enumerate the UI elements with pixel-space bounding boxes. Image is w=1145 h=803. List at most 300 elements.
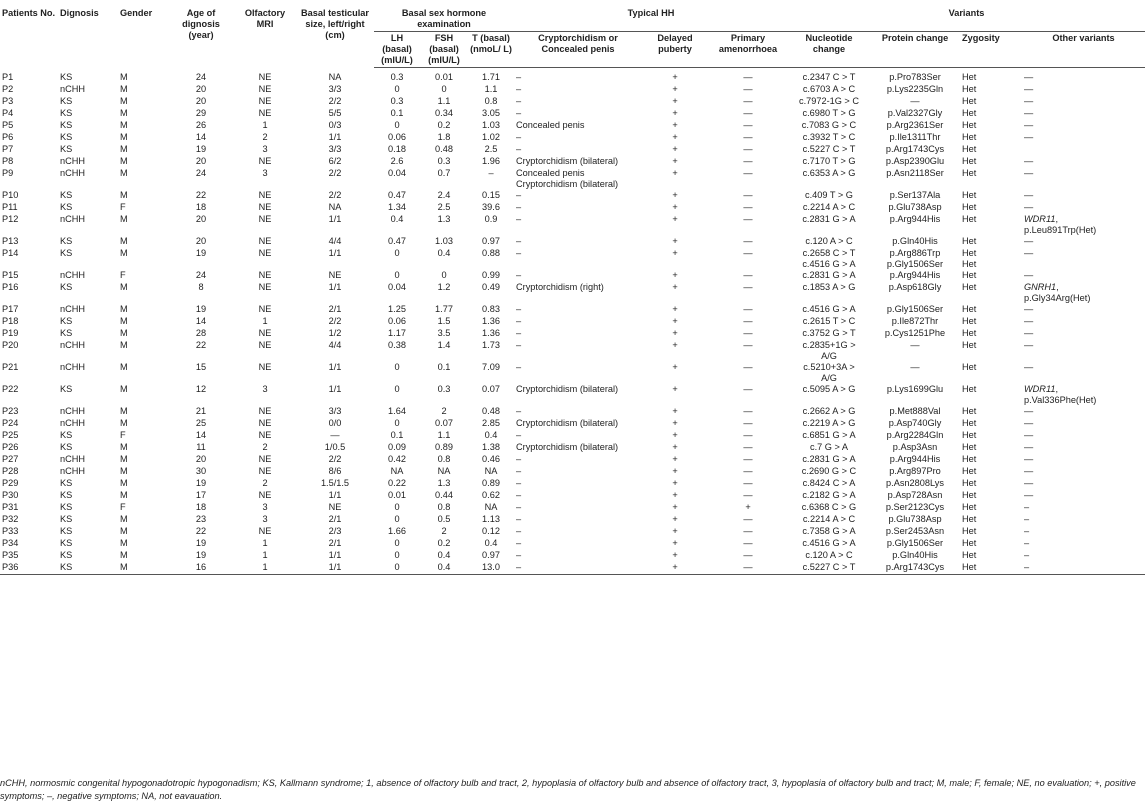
cell-patient-id <box>0 514 58 526</box>
cell-other-variants <box>1022 550 1145 562</box>
cell-nucleotide-change-text: c.409 T > G <box>805 190 853 200</box>
cell-cryptorchidism-text: – <box>516 362 522 372</box>
cell-protein-change-text: p.Glu738Asp <box>888 202 942 212</box>
cell-age-text: 16 <box>195 562 207 572</box>
cell-zygosity <box>960 384 1022 406</box>
cell-patient-id-text: P16 <box>2 282 19 292</box>
cell-t-value <box>468 68 514 85</box>
cell-gender <box>118 514 168 526</box>
gene-name: WDR11 <box>1024 384 1056 394</box>
cell-gender-text: M <box>120 96 128 106</box>
cell-protein-change-text: p.Ser2123Cys <box>885 502 945 512</box>
cell-patient-id-text: P14 <box>2 248 19 258</box>
cell-t-value <box>468 384 514 406</box>
cell-protein-change <box>870 190 960 202</box>
cell-cryptorchidism <box>514 108 642 120</box>
cell-diagnosis <box>58 168 118 190</box>
cell-protein-change <box>870 108 960 120</box>
cell-lh-value-text: 0.06 <box>388 316 406 326</box>
cell-patient-id <box>0 526 58 538</box>
table-row <box>0 108 1145 120</box>
cell-zygosity-text: Het <box>962 248 977 258</box>
cell-primary-amenorrhoea-text: — <box>743 430 753 440</box>
separator: , <box>1056 282 1059 292</box>
cell-protein-change <box>870 328 960 340</box>
cell-cryptorchidism-text: – <box>516 72 522 82</box>
cell-patient-id-text: P17 <box>2 304 19 314</box>
cell-lh-value-text: 0 <box>394 120 400 130</box>
cell-fsh-value <box>420 248 468 270</box>
cell-diagnosis <box>58 68 118 85</box>
cell-t-value <box>468 502 514 514</box>
cell-fsh-value-text: 1.4 <box>437 340 451 350</box>
cell-fsh-value-text: 2 <box>441 526 447 536</box>
cell-t-value-text: 0.48 <box>482 406 500 416</box>
cell-nucleotide-change-text: c.3932 T > C <box>802 132 856 142</box>
cell-t-value <box>468 362 514 384</box>
cell-cryptorchidism <box>514 340 642 362</box>
cell-patient-id <box>0 466 58 478</box>
cell-nucleotide-change-text: c.2831 G > A <box>802 454 856 464</box>
cell-protein-change <box>870 132 960 144</box>
cell-age <box>168 418 234 430</box>
cell-cryptorchidism-line2: Cryptorchidism (bilateral) <box>516 179 619 189</box>
cell-cryptorchidism-text: – <box>516 96 522 106</box>
cell-age-text: 20 <box>195 96 207 106</box>
cell-zygosity <box>960 214 1022 236</box>
cell-olfactory-mri <box>234 490 296 502</box>
cell-lh-value-text: 0.04 <box>388 168 406 178</box>
cell-patient-id-text: P3 <box>2 96 14 106</box>
cell-diagnosis-text: KS <box>60 96 73 106</box>
cell-zygosity-text: Het <box>962 328 977 338</box>
cell-gender <box>118 68 168 85</box>
cell-patient-id <box>0 190 58 202</box>
cell-age <box>168 406 234 418</box>
cell-zygosity <box>960 190 1022 202</box>
cell-nucleotide-change-text: c.2690 G > C <box>801 466 857 476</box>
cell-primary-amenorrhoea-text: — <box>743 442 753 452</box>
cell-testicular-size-text: 1/1 <box>328 132 342 142</box>
cell-age <box>168 442 234 454</box>
cell-fsh-value-text: 0.07 <box>435 418 453 428</box>
cell-patient-id-text: P28 <box>2 466 19 476</box>
gene-name: WDR11 <box>1024 214 1056 224</box>
col-header-lh: LH (basal) (mIU/L) <box>374 32 420 68</box>
cell-gender <box>118 466 168 478</box>
cell-protein-change <box>870 340 960 362</box>
cell-primary-amenorrhoea-text: — <box>743 316 753 326</box>
cell-gender <box>118 384 168 406</box>
cell-delayed-puberty <box>642 430 708 442</box>
cell-primary-amenorrhoea <box>708 406 788 418</box>
cell-nucleotide-change-text: c.3752 G > T <box>802 328 856 338</box>
cell-cryptorchidism <box>514 270 642 282</box>
cell-t-value-text: 39.6 <box>482 202 500 212</box>
cell-testicular-size <box>296 96 374 108</box>
cell-lh-value-text: 2.6 <box>390 156 404 166</box>
table-row <box>0 282 1145 304</box>
cell-olfactory-mri <box>234 538 296 550</box>
cell-diagnosis-text: nCHH <box>60 340 86 350</box>
cell-lh-value-text: 0 <box>394 84 400 94</box>
cell-gender <box>118 478 168 490</box>
cell-testicular-size <box>296 214 374 236</box>
cell-nucleotide-change <box>788 96 870 108</box>
cell-fsh-value <box>420 526 468 538</box>
cell-primary-amenorrhoea-text: — <box>743 478 753 488</box>
cell-fsh-value <box>420 108 468 120</box>
cell-gender <box>118 502 168 514</box>
cell-nucleotide-change <box>788 156 870 168</box>
cell-nucleotide-change-text: c.7358 G > A <box>802 526 856 536</box>
cell-cryptorchidism-text: – <box>516 550 522 560</box>
cell-olfactory-mri <box>234 514 296 526</box>
cell-fsh-value <box>420 418 468 430</box>
cell-fsh-value <box>420 340 468 362</box>
cell-olfactory-mri-text: NE <box>258 248 272 258</box>
cell-lh-value <box>374 384 420 406</box>
cell-other-variants <box>1022 418 1145 430</box>
cell-olfactory-mri-text: NE <box>258 526 272 536</box>
cell-lh-value <box>374 156 420 168</box>
cell-fsh-value <box>420 96 468 108</box>
cell-diagnosis-text: KS <box>60 538 73 548</box>
cell-delayed-puberty-text: + <box>672 248 678 258</box>
cell-diagnosis-text: KS <box>60 236 73 246</box>
cell-testicular-size-text: 5/5 <box>328 108 342 118</box>
cell-diagnosis-text: KS <box>60 144 73 154</box>
cell-delayed-puberty <box>642 340 708 362</box>
cell-patient-id-text: P25 <box>2 430 19 440</box>
cell-zygosity-text: Het <box>962 418 977 428</box>
cell-zygosity <box>960 68 1022 85</box>
cell-lh-value-text: 1.66 <box>388 526 406 536</box>
cell-age-text: 24 <box>195 270 207 280</box>
cell-other-variants <box>1022 430 1145 442</box>
cell-t-value-text: 0.83 <box>482 304 500 314</box>
cell-other-variants-text: — <box>1024 478 1034 488</box>
cell-gender <box>118 214 168 236</box>
cell-patient-id <box>0 144 58 156</box>
cell-other-variants-text: — <box>1024 190 1034 200</box>
cell-gender <box>118 282 168 304</box>
cell-olfactory-mri <box>234 328 296 340</box>
cell-protein-change <box>870 454 960 466</box>
cell-protein-change <box>870 478 960 490</box>
cell-delayed-puberty <box>642 466 708 478</box>
cell-delayed-puberty-text: + <box>672 328 678 338</box>
cell-delayed-puberty-text: + <box>672 442 678 452</box>
cell-other-variants-text: — <box>1024 406 1034 416</box>
cell-olfactory-mri-text: 3 <box>262 502 268 512</box>
cell-diagnosis <box>58 282 118 304</box>
cell-other-variants-text: — <box>1024 340 1034 350</box>
cell-olfactory-mri <box>234 96 296 108</box>
cell-primary-amenorrhoea <box>708 502 788 514</box>
cell-nucleotide-change <box>788 236 870 248</box>
cell-fsh-value-text: 0.01 <box>435 72 453 82</box>
cell-zygosity <box>960 406 1022 418</box>
cell-nucleotide-change-text: c.7972-1G > C <box>798 96 859 106</box>
cell-olfactory-mri-text: 3 <box>262 384 268 394</box>
cell-other-variants-line2: p.Gly34Arg(Het) <box>1024 293 1091 303</box>
cell-diagnosis-text: nCHH <box>60 466 86 476</box>
cell-gender <box>118 304 168 316</box>
cell-delayed-puberty-text: + <box>672 340 678 350</box>
cell-cryptorchidism <box>514 68 642 85</box>
cell-nucleotide-change-text: c.8424 C > A <box>802 478 856 488</box>
cell-primary-amenorrhoea <box>708 68 788 85</box>
cell-testicular-size-text: 2/1 <box>328 514 342 524</box>
group-header-hormone: Basal sex hormone examination <box>374 0 514 32</box>
cell-fsh-value-text: 1.3 <box>437 214 451 224</box>
cell-protein-change-text: p.Met888Val <box>889 406 941 416</box>
cell-age-text: 14 <box>195 316 207 326</box>
cell-gender-text: M <box>120 84 128 94</box>
cell-olfactory-mri-text: NE <box>258 466 272 476</box>
cell-protein-change-text: — <box>910 362 920 372</box>
cell-t-value-text: 0.99 <box>482 270 500 280</box>
cell-fsh-value-text: 0.4 <box>437 550 451 560</box>
cell-t-value-text: 1.71 <box>482 72 500 82</box>
cell-fsh-value <box>420 168 468 190</box>
cell-nucleotide-change-line2: c.4516 G > A <box>802 259 856 269</box>
cell-protein-change-text: p.Ser137Ala <box>889 190 941 200</box>
cell-protein-change-text: p.Asn2808Lys <box>886 478 944 488</box>
table-row <box>0 340 1145 362</box>
cell-age-text: 14 <box>195 132 207 142</box>
cell-cryptorchidism <box>514 202 642 214</box>
cell-patient-id-text: P7 <box>2 144 14 154</box>
cell-diagnosis <box>58 466 118 478</box>
cell-zygosity <box>960 248 1022 270</box>
table-row <box>0 418 1145 430</box>
cell-diagnosis <box>58 526 118 538</box>
cell-testicular-size-text: NA <box>328 202 342 212</box>
cell-protein-change <box>870 502 960 514</box>
cell-zygosity-text: Het <box>962 316 977 326</box>
col-header-other-variants: Other variants <box>1022 32 1145 68</box>
cell-t-value <box>468 270 514 282</box>
cell-primary-amenorrhoea <box>708 120 788 132</box>
cell-diagnosis-text: nCHH <box>60 406 86 416</box>
col-header-zygosity: Zygosity <box>960 32 1022 68</box>
cell-age-text: 12 <box>195 384 207 394</box>
cell-primary-amenorrhoea-text: — <box>743 270 753 280</box>
cell-gender-text: F <box>120 502 126 512</box>
cell-primary-amenorrhoea-text: — <box>743 214 753 224</box>
cell-other-variants-text: — <box>1024 316 1034 326</box>
cell-testicular-size <box>296 202 374 214</box>
cell-age <box>168 120 234 132</box>
cell-patient-id <box>0 132 58 144</box>
cell-lh-value-text: 0 <box>394 362 400 372</box>
cell-delayed-puberty-text: + <box>672 168 678 178</box>
cell-protein-change <box>870 156 960 168</box>
cell-nucleotide-change <box>788 214 870 236</box>
cell-delayed-puberty <box>642 538 708 550</box>
cell-t-value-text: 2.85 <box>482 418 500 428</box>
cell-patient-id-text: P31 <box>2 502 19 512</box>
cell-gender-text: M <box>120 418 128 428</box>
cell-primary-amenorrhoea-text: — <box>743 406 753 416</box>
cell-cryptorchidism-text: – <box>516 478 522 488</box>
cell-patient-id-text: P24 <box>2 418 19 428</box>
cell-cryptorchidism <box>514 562 642 575</box>
cell-zygosity <box>960 270 1022 282</box>
cell-primary-amenorrhoea <box>708 108 788 120</box>
cell-primary-amenorrhoea-text: — <box>743 538 753 548</box>
cell-lh-value <box>374 144 420 156</box>
table-row <box>0 96 1145 108</box>
cell-lh-value-text: 0.18 <box>388 144 406 154</box>
cell-other-variants <box>1022 340 1145 362</box>
cell-lh-value-text: 0 <box>394 270 400 280</box>
cell-primary-amenorrhoea <box>708 362 788 384</box>
cell-primary-amenorrhoea-text: — <box>743 304 753 314</box>
cell-patient-id-text: P13 <box>2 236 19 246</box>
cell-zygosity-text: Het <box>962 550 977 560</box>
cell-delayed-puberty-text: + <box>672 72 678 82</box>
cell-testicular-size <box>296 132 374 144</box>
cell-delayed-puberty <box>642 328 708 340</box>
cell-delayed-puberty-text: + <box>672 144 678 154</box>
cell-delayed-puberty <box>642 490 708 502</box>
cell-gender <box>118 156 168 168</box>
cell-testicular-size-text: NE <box>328 270 342 280</box>
cell-delayed-puberty-text: + <box>672 202 678 212</box>
cell-fsh-value <box>420 430 468 442</box>
cell-zygosity <box>960 236 1022 248</box>
cell-other-variants <box>1022 144 1145 156</box>
cell-t-value <box>468 340 514 362</box>
cell-other-variants-text: – <box>1024 562 1030 572</box>
cell-lh-value-text: 0.04 <box>388 282 406 292</box>
cell-olfactory-mri <box>234 454 296 466</box>
cell-cryptorchidism <box>514 214 642 236</box>
cell-patient-id <box>0 550 58 562</box>
cell-testicular-size <box>296 478 374 490</box>
cell-delayed-puberty <box>642 156 708 168</box>
cell-protein-change <box>870 418 960 430</box>
cell-protein-change-text: — <box>910 340 920 350</box>
cell-fsh-value <box>420 562 468 575</box>
table-row <box>0 478 1145 490</box>
cell-gender-text: M <box>120 490 128 500</box>
cell-lh-value <box>374 304 420 316</box>
cell-delayed-puberty <box>642 270 708 282</box>
cell-age <box>168 550 234 562</box>
cell-diagnosis-text: nCHH <box>60 304 86 314</box>
table-row <box>0 442 1145 454</box>
cell-nucleotide-change-text: c.2831 G > A <box>802 270 856 280</box>
cell-fsh-value <box>420 202 468 214</box>
cell-fsh-value-text: 1.2 <box>437 282 451 292</box>
cell-cryptorchidism-text: – <box>516 526 522 536</box>
cell-other-variants-text: — <box>1024 248 1034 258</box>
cell-other-variants-text: – <box>1024 538 1030 548</box>
cell-other-variants <box>1022 282 1145 304</box>
cell-olfactory-mri <box>234 202 296 214</box>
cell-other-variants <box>1022 68 1145 85</box>
cell-diagnosis-text: KS <box>60 384 73 394</box>
cell-cryptorchidism <box>514 406 642 418</box>
cell-gender-text: F <box>120 202 126 212</box>
cell-fsh-value <box>420 214 468 236</box>
cell-gender-text: M <box>120 514 128 524</box>
cell-patient-id-text: P26 <box>2 442 19 452</box>
cell-diagnosis-text: nCHH <box>60 156 86 166</box>
cell-primary-amenorrhoea-text: — <box>743 144 753 154</box>
cell-zygosity-text: Het <box>962 96 977 106</box>
cell-primary-amenorrhoea <box>708 466 788 478</box>
cell-olfactory-mri <box>234 384 296 406</box>
cell-olfactory-mri-text: NE <box>258 156 272 166</box>
cell-gender-text: M <box>120 562 128 572</box>
cell-t-value-text: 2.5 <box>484 144 498 154</box>
cell-diagnosis <box>58 108 118 120</box>
cell-cryptorchidism <box>514 282 642 304</box>
cell-testicular-size-text: 8/6 <box>328 466 342 476</box>
cell-patient-id <box>0 84 58 96</box>
cell-olfactory-mri-text: NE <box>258 362 272 372</box>
cell-age <box>168 248 234 270</box>
cell-zygosity <box>960 328 1022 340</box>
table-row <box>0 68 1145 85</box>
cell-testicular-size <box>296 108 374 120</box>
cell-t-value <box>468 526 514 538</box>
cell-lh-value <box>374 514 420 526</box>
cell-patient-id <box>0 214 58 236</box>
cell-delayed-puberty-text: + <box>672 384 678 394</box>
cell-other-variants <box>1022 248 1145 270</box>
cell-olfactory-mri-text: NE <box>258 328 272 338</box>
cell-protein-change <box>870 68 960 85</box>
cell-olfactory-mri-text: NE <box>258 490 272 500</box>
cell-fsh-value <box>420 550 468 562</box>
cell-nucleotide-change <box>788 316 870 328</box>
cell-zygosity <box>960 538 1022 550</box>
cell-delayed-puberty <box>642 248 708 270</box>
cell-nucleotide-change-text: c.5227 C > T <box>802 144 856 154</box>
cell-olfactory-mri-text: NE <box>258 202 272 212</box>
cell-other-variants-text: – <box>1024 550 1030 560</box>
cell-cryptorchidism-text: – <box>516 236 522 246</box>
cell-primary-amenorrhoea-text: — <box>743 362 753 372</box>
cell-gender-text: M <box>120 108 128 118</box>
gene-name: GNRH1 <box>1024 282 1057 292</box>
cell-protein-change-text: p.Asp728Asn <box>887 490 943 500</box>
cell-protein-change-text: p.Arg944His <box>889 270 941 280</box>
cell-gender-text: M <box>120 526 128 536</box>
cell-patient-id-text: P36 <box>2 562 19 572</box>
cell-diagnosis <box>58 514 118 526</box>
cell-nucleotide-change <box>788 526 870 538</box>
cell-cryptorchidism <box>514 132 642 144</box>
cell-nucleotide-change <box>788 168 870 190</box>
cell-age-text: 8 <box>198 282 204 292</box>
cell-nucleotide-change <box>788 466 870 478</box>
cell-protein-change-text: p.Gln40His <box>892 236 938 246</box>
cell-nucleotide-change <box>788 84 870 96</box>
cell-delayed-puberty <box>642 442 708 454</box>
cell-other-variants <box>1022 270 1145 282</box>
cell-delayed-puberty <box>642 478 708 490</box>
cell-diagnosis-text: KS <box>60 328 73 338</box>
cell-protein-change-text: p.Gly1506Ser <box>886 538 944 548</box>
cell-zygosity-text: Het <box>962 454 977 464</box>
